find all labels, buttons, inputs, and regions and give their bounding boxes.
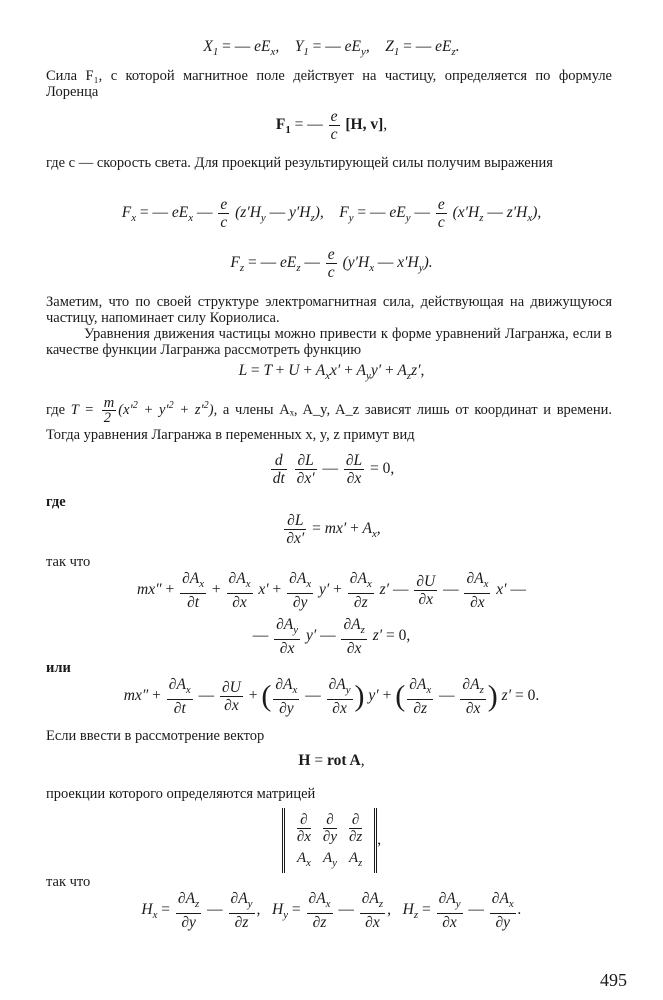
paragraph-lagrange-intro: Уравнения движения частицы можно привести к форме уравнений Лагранжа, если в качестве функции Лагранжа рассмотреть функцию [46,326,612,358]
equation-motion-expanded-line1: mx″ + $\frac{\partial A_x}{\partial t}$ + $\frac{\partial A_x}{\partial x}$ x′ + $\frac{\partial A_x}{\partial y}$ y′ + $\frac{\partial A_x}{\partial z}$ z′ — $\frac{\partial U}{\partial x}$ — $\frac{\partial A_x}{\partial x}$ x′ — [137,570,526,612]
equation-lorentz-force: $F_1$ = — $\frac{e}{c}$ [H, v], [275,108,388,143]
page-number: 495 [600,970,627,990]
equation-coulomb-components: $X_1$ = — $eE_x$, $Y_1$ = — $eE_y$, $Z_1$ = — $eE_z$. [203,38,460,59]
paragraph-coriolis: Заметим, что по своей структуре электромагнитная сила, действующая на движущуюся частицу, напоминает силу Кориолиса. [46,294,612,326]
paragraph-matrix-intro: проекции которого определяются матрицей [46,786,316,802]
paragraph-kinetic-energy: где T = $\frac{m}{2}$ $(x'^2 + y'^2 + z'^2)$, а члены Aₓ, A_y, A_z зависят лишь от координат и времени. Тогда уравнения Лагранжа в переменных x, y, z примут вид [46,395,613,443]
equation-motion-expanded-line2: — $\frac{\partial A_y}{\partial x}$ y′ — $\frac{\partial A_z}{\partial x}$ z′ = 0, [252,616,411,658]
equation-force-xy: $F_x$ = — $eE_x$ — $\frac{e}{c}$ ($z'H_y$ — $y'H_z$), $F_y$ = — $eE_y$ — $\frac{e}{c}$ ($x'H_z$ — $z'H_x$), [121,196,542,231]
equation-generalized-momentum: $\frac{\partial L}{\partial x'}$ = $mx' + A_x$, [286,512,381,547]
paragraph-introduce-vector: Если ввести в рассмотрение вектор [46,728,265,744]
equation-force-z: $F_z$ = — $eE_z$ — $\frac{e}{c}$ ($y'H_x$ — $x'H_y$). [230,246,433,281]
word-where: где [46,494,66,510]
word-or: или [46,660,71,676]
equation-curl: H = rot A, [298,752,365,769]
equation-lagrangian: $L = T + U + A_xx' + A_yy' + A_zz'$, [238,362,425,383]
word-so-that-2: так что [46,874,91,890]
equation-curl-matrix: ∂ ∂x ∂ ∂y ∂ ∂z $A_x$ $A_y$ $A_z$ , [0,808,663,873]
equation-lagrange-x: $\frac{d}{dt}$ $\frac{\partial L}{\partial x'}$ — $\frac{\partial L}{\partial x}$ = 0, [272,452,395,487]
word-so-that-1: так что [46,554,91,570]
paragraph-speed-of-light: где c — скорость света. Для проекций результирующей силы получим выражения [46,155,553,171]
equation-motion-grouped: mx″ + $\frac{\partial A_x}{\partial t}$ — $\frac{\partial U}{\partial x}$ + ( $\frac{\partial A_x}{\partial y}$ — $\frac{\partial A_y}{\partial x}$ ) y′ + ( $\frac{\partial A_x}{\partial z}$ — $\frac{\partial A_z}{\partial x}$ ) z′ = 0. [123,676,540,718]
paragraph-lorentz-intro: Сила F₁, с которой магнитное поле действует на частицу, определяется по формуле Лоренца [46,68,612,100]
equation-curl-components: $H_x$ = $\frac{\partial A_z}{\partial y}$ — $\frac{\partial A_y}{\partial z}$ , $H_y$ = $\frac{\partial A_x}{\partial z}$ — $\frac{\partial A_z}{\partial x}$ , $H_z$ = $\frac{\partial A_y}{\partial x}$ — $\frac{\partial A_x}{\partial y}$ . [141,890,522,932]
